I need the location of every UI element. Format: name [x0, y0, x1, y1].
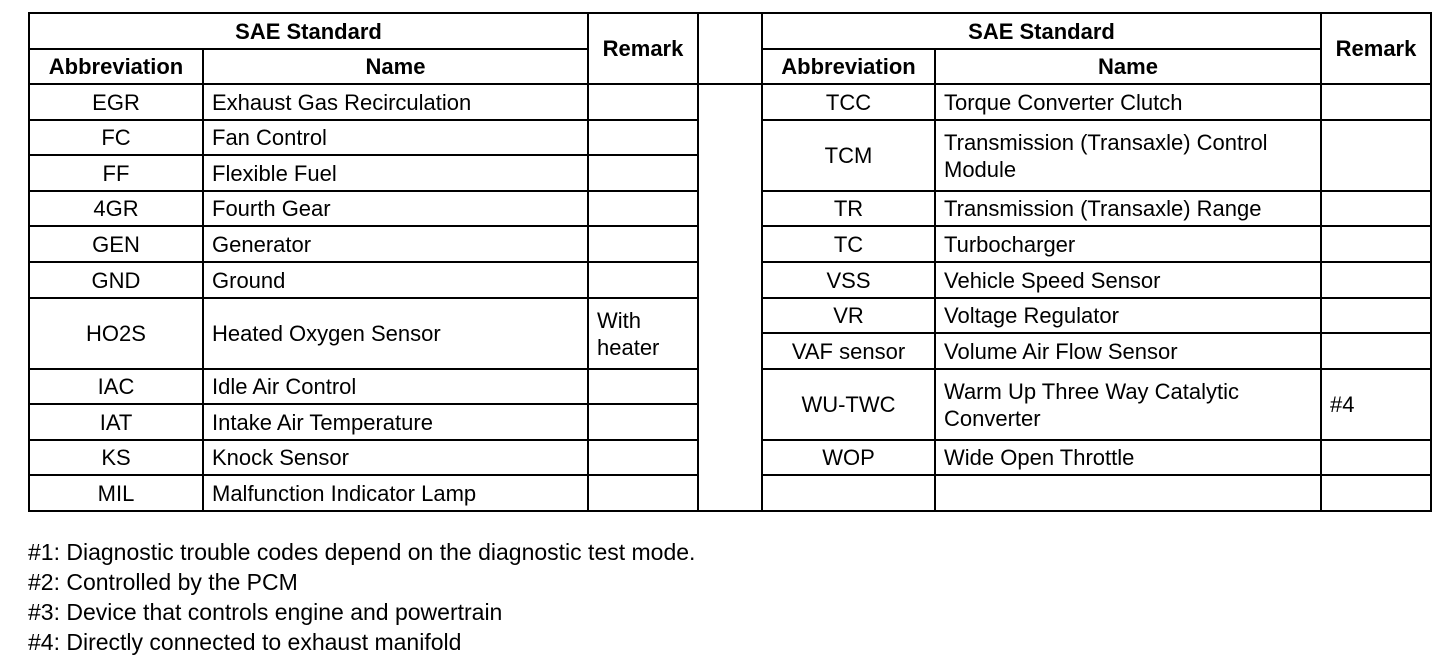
remark-cell — [588, 440, 698, 475]
abbreviation-cell — [762, 475, 935, 511]
table-row — [29, 84, 1431, 120]
name-cell: Flexible Fuel — [203, 155, 588, 191]
name-cell: Heated Oxygen Sensor — [203, 298, 588, 369]
name-cell: Knock Sensor — [203, 440, 588, 475]
name-cell: Intake Air Temperature — [203, 404, 588, 440]
name-cell: Transmission (Transaxle) Control Module — [935, 120, 1321, 191]
right-abbreviation-header: Abbreviation — [762, 49, 935, 84]
remark-cell — [588, 155, 698, 191]
footnote-1: #1: Diagnostic trouble codes depend on the diagnostic test mode. — [28, 539, 696, 565]
remark-cell — [588, 191, 698, 226]
remark-cell — [588, 120, 698, 155]
left-abbreviation-header: Abbreviation — [29, 49, 203, 84]
remark-cell — [1321, 333, 1431, 369]
abbreviation-cell: VAF sensor — [762, 333, 935, 369]
remark-cell — [588, 369, 698, 404]
abbreviation-cell: GEN — [29, 226, 203, 262]
remark-cell — [1321, 120, 1431, 191]
remark-cell — [588, 226, 698, 262]
abbreviation-cell: TC — [762, 226, 935, 262]
name-cell: Exhaust Gas Recirculation — [203, 84, 588, 120]
footnote-2: #2: Controlled by the PCM — [28, 569, 298, 595]
footnote-3: #3: Device that controls engine and powertrain — [28, 599, 503, 625]
name-cell: Generator — [203, 226, 588, 262]
abbreviation-cell: FF — [29, 155, 203, 191]
name-cell: Wide Open Throttle — [935, 440, 1321, 475]
remark-cell — [1321, 475, 1431, 511]
column-spacer — [698, 84, 762, 511]
abbreviation-cell: FC — [29, 120, 203, 155]
abbreviation-cell: WOP — [762, 440, 935, 475]
name-cell: Torque Converter Clutch — [935, 84, 1321, 120]
sae-abbreviation-table — [28, 12, 1432, 512]
name-cell: Volume Air Flow Sensor — [935, 333, 1321, 369]
remark-cell: #4 — [1321, 369, 1431, 440]
name-cell — [935, 475, 1321, 511]
abbreviation-cell: GND — [29, 262, 203, 298]
abbreviation-cell: MIL — [29, 475, 203, 511]
footnotes — [28, 537, 695, 657]
abbreviation-cell: TCM — [762, 120, 935, 191]
abbreviation-cell: IAT — [29, 404, 203, 440]
abbreviation-cell: HO2S — [29, 298, 203, 369]
remark-cell — [1321, 84, 1431, 120]
abbreviation-cell: VR — [762, 298, 935, 333]
right-remark-header: Remark — [1321, 13, 1431, 84]
left-name-header: Name — [203, 49, 588, 84]
name-cell: Turbocharger — [935, 226, 1321, 262]
remark-cell — [1321, 191, 1431, 226]
remark-cell — [1321, 298, 1431, 333]
remark-cell — [1321, 226, 1431, 262]
name-cell: Malfunction Indicator Lamp — [203, 475, 588, 511]
name-cell: Ground — [203, 262, 588, 298]
name-cell: Fourth Gear — [203, 191, 588, 226]
abbreviation-cell: EGR — [29, 84, 203, 120]
name-cell: Fan Control — [203, 120, 588, 155]
abbreviation-cell: WU-TWC — [762, 369, 935, 440]
abbreviation-cell: KS — [29, 440, 203, 475]
abbreviation-cell: VSS — [762, 262, 935, 298]
abbreviation-cell: 4GR — [29, 191, 203, 226]
name-cell: Transmission (Transaxle) Range — [935, 191, 1321, 226]
header-spacer — [698, 13, 762, 84]
remark-cell — [588, 475, 698, 511]
left-remark-header: Remark — [588, 13, 698, 84]
name-cell: Vehicle Speed Sensor — [935, 262, 1321, 298]
remark-cell — [588, 84, 698, 120]
abbreviation-cell: TR — [762, 191, 935, 226]
remark-cell: With heater — [588, 298, 698, 369]
left-sae-standard-header: SAE Standard — [29, 13, 588, 49]
name-cell: Voltage Regulator — [935, 298, 1321, 333]
name-cell: Idle Air Control — [203, 369, 588, 404]
remark-cell — [1321, 262, 1431, 298]
right-name-header: Name — [935, 49, 1321, 84]
remark-cell — [588, 262, 698, 298]
right-sae-standard-header: SAE Standard — [762, 13, 1321, 49]
name-cell: Warm Up Three Way Catalytic Converter — [935, 369, 1321, 440]
remark-cell — [588, 404, 698, 440]
abbreviation-cell: TCC — [762, 84, 935, 120]
footnote-4: #4: Directly connected to exhaust manifold — [28, 629, 462, 655]
remark-cell — [1321, 440, 1431, 475]
abbreviation-cell: IAC — [29, 369, 203, 404]
